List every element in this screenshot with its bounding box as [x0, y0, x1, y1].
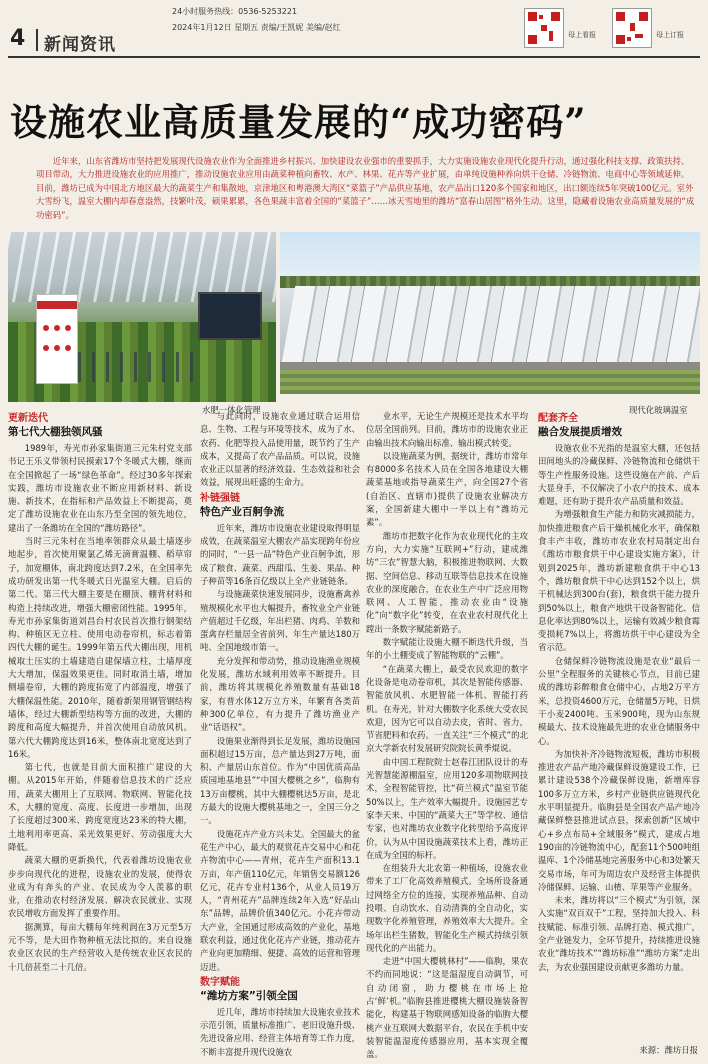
paragraph: 为加快补齐冷链物流短板，潍坊市积极推进农产品产地冷藏保鲜设施建设工作，已累计建设538个冷藏保鲜设施，新增库容100多万立方米，乡村产业链供应链现代化水平明显提升。临朐县是全国农产品产地冷藏保鲜整县推进试点县，探索创新“区域中心+乡点布局+全域服务”模式，建成占地190亩的冷链物流中心，配套11个500吨组温库、1个冷储基地完善服务中心和3处繁天交易市场，年可为周边农户及经营主体提供冷储保鲜、运输、山楂、苹果等产业服务。	[538, 748, 700, 892]
kicker: 配套齐全	[538, 413, 578, 424]
photo-caption-left: 水肥一体化管理	[202, 405, 261, 415]
column-4	[538, 410, 700, 974]
dateline: 2024年1月12日 星期五 责编/王凯妮 美编/赵红	[172, 23, 341, 32]
paragraph: 走进“中国大樱桃林村”——临朐，果农不约而同地说：“这是温湿度自动调节，可自动闭窗，助力樱桃在市场上抢占‘鲜’机。”临朐县推进樱桃大棚设施装备智能化，构建基于物联网感知设备的临朐大樱桃产业互联网大数据平台，农民在手机中安装智能温湿度传感器应用，基本实现全覆盖。	[366, 956, 528, 1060]
paragraph: 据测算，每亩大棚每年纯利润在3万元至5万元不等，是大田作物种植无法比拟的。来自设施农业区农民的生产经营收入是传统农业区农民的十几倍甚至二十几倍。	[8, 921, 192, 972]
qr-label-read: 母上看报	[568, 31, 596, 39]
paragraph: 1989年，寿光市孙家集街道三元朱村党支部书记王乐义带领村民摸索17个冬暖式大棚，继而在全国掀起了一场“绿色革命”。经过30多年探索实践，潍坊市设施农业不断应用新材料、新设施、新技术，在指标和产品效益上不断提高，奠定了潍坊设施农业在山东乃至全国的领先地位，建出了一条潍坊在全国的“潍坊路径”。	[8, 443, 192, 533]
column-3	[366, 410, 528, 1062]
photo-glass-greenhouse	[280, 232, 700, 394]
paragraph: 业水平，无论生产规模还是技术水平均位居全国前列。目前，潍坊市的设施农业正由输出技术向输出标准、输出模式转变。	[366, 411, 528, 448]
section-title: 新闻资讯	[44, 35, 116, 55]
paragraph: 近几年，潍坊市持续加大设施农业技术示范引领，质量标准推广、老旧设施升级、先进设备应用、经营主体培育等工作力度，不断丰富提升现代设施农	[200, 1006, 360, 1057]
hotline: 24小时服务热线：0536-5253221	[172, 7, 298, 16]
column-1	[8, 410, 192, 974]
fertigation-device-icon	[36, 294, 78, 384]
subhead: 特色产业百舸争流	[200, 505, 284, 518]
paragraph: 在组装升大北农第一种植场，设施农业带来了工厂化高效养殖模式。全场所设备通过网络全方位的连接，实现养殖品种、自动投喂、自动饮水、自动清粪的全自动化，实现数字化养殖管理，养殖效率大大提升。全场年出栏生猪数，智能化生产模式持续引领现代化的产出能力。	[366, 863, 528, 953]
page-number: 4	[10, 26, 26, 51]
photo-caption-right: 现代化玻璃温室	[629, 405, 688, 415]
column-2	[200, 410, 360, 1059]
headline: 设施农业高质量发展的“成功密码”	[10, 100, 587, 144]
paragraph: 以设施蔬菜为例，据统计，潍坊市常年有8000多名技术人员在全国各地建设大棚蔬菜基地或指导蔬菜生产，向全国27个省(自治区、直辖市)提供了设施农业解决方案，全国新建大棚中一半以上有“潍坊元素”。	[366, 450, 528, 528]
paragraph: 当时三元朱村在当地率领群众从最土墙逐步地起步，首次使用聚氯乙烯无滴膏温棚、稻草帘子，加宽棚体，南北跨度达到7.2米，在全国率先成功研发出第一代冬暖式日光温室大棚。启后的第二代、第三代大棚主要是在棚顶、棚背材料和构造上持续改进，增强大棚密闭性能。1995年，寿光市孙家集街道刘昌台村农民首次推行钢架结构、种植区无立柱、使用电动卷帘机，标志着第四代大棚的诞生。1999年第五代大棚出现，用机械取土压实的土墙建造自建保墙立柱，土墙厚度大大增加，保温效果更佳。同时取消土墙，增加侧墙卷帘，大棚的跨度拓宽了内部温度，增强了大棚保温性能。2010年，随着新架用钢管钢结构墙体，经过大棚新型结构等方面的改进，大棚的跨度和高度大幅提升，并首次使用自动放风机。第六代大棚跨度达到16米，整体南北宽度达到了16米。	[8, 536, 192, 759]
paragraph: 充分发挥和带动势，推动设施渔业规模化发展，潍坊水域利用效率不断提升。目前，潍坊将其规模化养殖数量有基础18家，有普水体12万立方米，年繁育各类苗种300亿单位，有力提升了潍坊渔业产业“话语权”。	[200, 655, 360, 733]
kicker: 补链强链	[200, 492, 240, 504]
paragraph: 潍坊市把数字化作为农业现代化的主攻方向，大力实施“互联网+”行动，建成潍坊“三农”智慧大脑，积极推进物联网、大数据、空间信息、移动互联等信息技术在设施农业的深度融合，在农业生产中广泛应用物联网、人工智能，推动农业由“设施化”向“数字化”转变，在农业农村现代化上蹚出一条数字赋能新路子。	[366, 530, 528, 634]
masthead-rule	[8, 56, 700, 58]
paragraph: 数字赋能让设施大棚不断迭代升级，当年的小土棚变成了智能物联的“云棚”。	[366, 637, 528, 661]
paragraph: 与此同时，设施农业通过联合运用信息、生物、工程与环境等技术，成为了水、农药、化肥等投入品使用量，既节约了生产成本，又提高了农产品品质。可以说，设施农业正以显著的经济效益、生态效益和社会效益，展现出旺盛的生命力。	[200, 411, 360, 488]
paragraph: 第七代，也就是目前大面积推广建设的大棚。从2015年开始，伴随着信息技术的广泛应用，蔬菜大棚用上了互联网、物联网、智能化技术，大棚的宽度、高度、长度进一步增加，出现了长度超过300米、跨度宽度达23米的特大棚，土地利用率更高、采光效果更好、劳动强度大大降低。	[8, 762, 192, 852]
qr-code-subscribe[interactable]	[612, 8, 652, 48]
qr-label-subscribe: 母上订报	[656, 31, 684, 39]
source-credit: 来源：潍坊日报	[639, 1045, 698, 1055]
qr-code-read[interactable]	[524, 8, 564, 48]
paragraph: 仓储保鲜冷链物流设施是农业“最后一公里”全程服务的关键核心节点，目前已建成的潍坊彩醉粮食仓储中心，占地2万平方米，总投资4600万元，仓储量5万吨，日烘干小麦2400吨、玉米900吨，现为山东规模最大、技术设施最先进的农业仓储服务中心。	[538, 655, 700, 746]
kicker: 数字赋能	[200, 976, 240, 988]
paragraph: “在蔬菜大棚上，最受农民欢迎的数字化设备是电动卷帘机，其次是智能传感器、智能放风机、水肥智能一体机、智能打药机。在寿光，针对大棚数字化系统大受农民欢迎，因为它可以自动去皮，省时、省力，节省肥料和农药。一直关注“三个模式”的北京大学新农村发展研究院院长黄季焜说。	[366, 663, 528, 754]
section-divider	[36, 29, 38, 51]
subhead: “潍坊方案”引领全国	[200, 989, 298, 1002]
control-screen-icon	[198, 292, 262, 340]
kicker: 更新迭代	[8, 413, 48, 424]
paragraph: 未来，潍坊将以“三个模式”为引领，深入实施“双百双千”工程，坚持加大投入、科技赋能、标准引领、品牌打造、模式推广，全产业链发力，全环节提升，持续推进设施农业“潍坊技术”“潍坊标准”“潍坊方案”走出去，为农业强国建设贡献更多潍坊力量。	[538, 895, 700, 972]
paragraph: 蔬菜大棚的更新换代，代表着潍坊设施农业步步向现代化的进程，设施农业的发展，使得农业成为有奔头的产业、农民成为令人羡慕的职业，在推动农村经济发展、解决农民就业、实现农民增收方面发挥了重要作用。	[8, 855, 192, 919]
subhead: 融合发展提质增效	[538, 426, 622, 438]
paragraph: 设施花卉产业方兴未艾。全国最大的盆花生产中心，最大的观赏花卉交易中心和花卉物流中心——青州，花卉生产面积13.1万亩，年产值110亿元，年销售交易额126亿元，花卉专业村136个，从业人员19万人，“青州花卉”品牌连续2年入选“好品山东”品牌，品牌价值340亿元。小花卉带动大产业，全国通过形成高效的产业化，基地联农利益，通过优化花卉产业链，推动花卉产业向更加精细、便捷、高效的运营和管理迈进。	[200, 828, 360, 972]
paragraph: 设施果业渐得到长足发展，潍坊设施园面积超过15万亩，总产量达到27万吨，面积、产量居山东首位。作为“中国优质高品质园地基地县”“中国大樱桃之乡”，临朐有13万亩樱桃，其中大棚樱桃达5万亩，是北方最大的设施大樱桃基地之一，全国三分之一。	[200, 735, 360, 826]
paragraph: 为增强粮食生产能力和防灾减损能力，加快推进粮食产后干燥机械化水平，确保粮食丰产丰收，潍坊市农业农村局制定出台《潍坊市粮食烘干中心建设实施方案》，计划到2025年，潍坊新建粮食烘干中心13个，潍坊粮食烘干中心达到152个以上，烘干机械达到300台(套)，粮食烘干能力提升到50%以上，粮食产地烘干设备智能化、信息化率达到80%以上，运输有效减少粮食霉变损耗7%以上，将潍坊烘干中心建设为全省示范。	[538, 509, 700, 653]
paragraph: 与设施蔬菜快速发展同步，设施畜禽养殖规模化水平也大幅提升，畜牧业全产业链产值超过千亿级，年出栏猪、肉鸡、羊数和蛋禽存栏量居全省前列、年生产量达180万吨、全国地级市第一。	[200, 589, 360, 653]
paragraph: 设施农业不光指的是温室大棚，还包括田间地头的冷藏保鲜、冷链物流和仓储烘干等生产性服务设施。这些设施在产前、产后大显身手，不仅解决了小农户的技术、成本难题，还有助于提升农产品质量和效益。	[538, 443, 700, 507]
paragraph: 由中国工程院院士赵春江团队设计的寿光智慧能源棚温室，应用120多项物联网技术，全程智能管控，比“荷兰模式”温室节能50%以上，生产效率大幅提升。设施园艺专家李天来、中国的“蔬菜大王”等学校、通信专家，也对潍坊农业数字化转型给予高度评价，认为从中国设施蔬菜技术上看，潍坊正在成为全国的标杆。	[366, 756, 528, 860]
paragraph: 近年来，潍坊市设施农业建设取得明显成效，在蔬菜温室大棚农产品实现跨年份应的同时，“一县一品”特色产业百舸争流，形成了粮食、蔬菜、西甜瓜、生姜、果品、种子种苗等16条百亿级以上全产业链链条。	[200, 522, 360, 586]
photo-fertigation	[8, 232, 276, 402]
subhead: 第七代大棚独领风骚	[8, 426, 103, 438]
masthead	[0, 0, 708, 62]
lead-paragraph: 近年来，山东省潍坊市坚持把发展现代设施农业作为全面推进乡村振兴、加快建设农业强市的重要抓手，大力实施设施农业现代化提升行动，通过强化科技支撑、政策扶持、项目带动，大力推进设施农业的应用推广，推动设施农业应用由蔬菜种植向畜牧、水产、林果、花卉等产业扩展，由单纯设施种养向烘干仓储、冷链物流、电商中心等领域延伸。目前，潍坊已成为中国北方地区最大的蔬菜生产和集散地，京津地区和粤港澳大湾区“菜篮子”产品供应基地，农产品出口120多个国家和地区，出口额连续5年突破100亿元。室外大雪纷飞，温室大棚内却春意盎然，技繁叶茂，硕果累累，各色果蔬丰富着全国的“菜篮子”……冰天雪地里的潍坊“富春山居图”格外生动。这里，隐藏着设施农业高质量发展的“成功密码”。	[36, 156, 695, 220]
